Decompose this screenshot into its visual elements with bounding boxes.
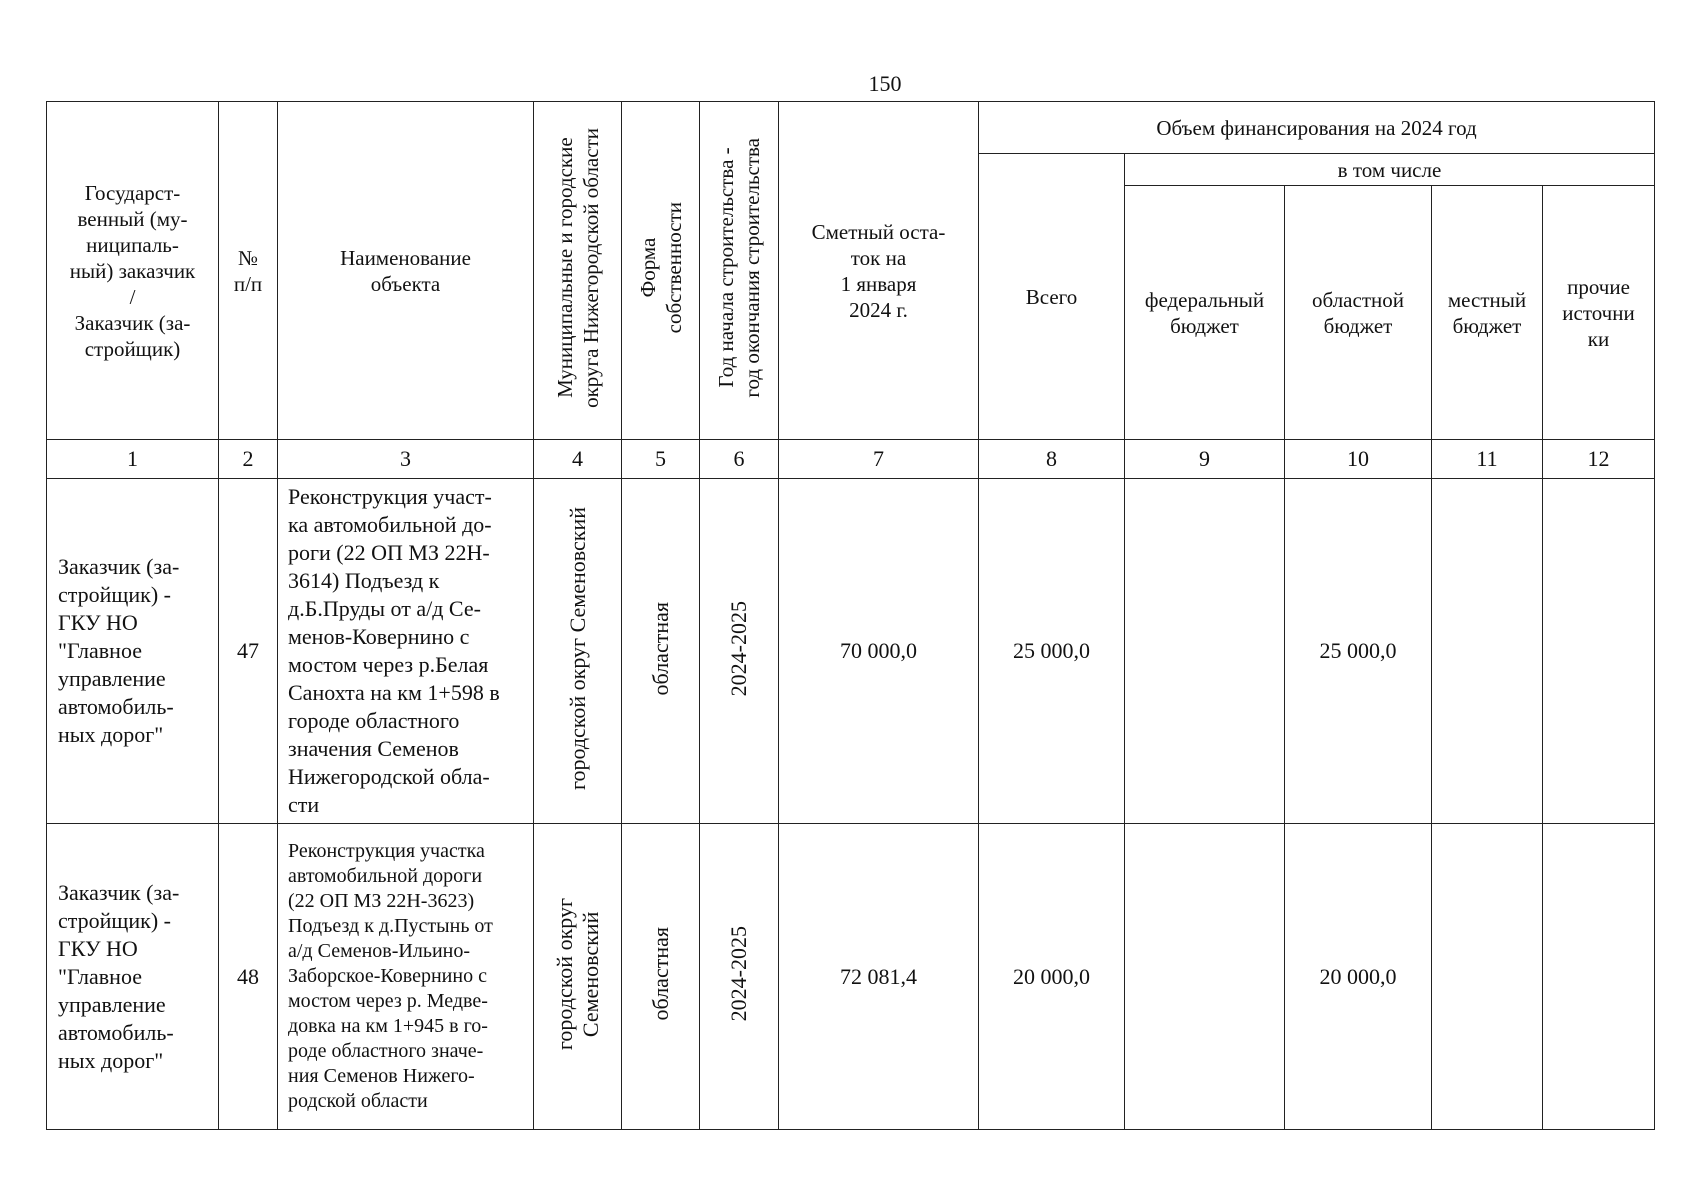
regional-cell: 20 000,0 (1285, 824, 1432, 1130)
header-years: Год начала строительства - год окончания строительства (700, 102, 779, 440)
customer-cell: Заказчик (за- стройщик) - ГКУ НО "Главное управление автомобиль- ных дорог" (47, 824, 219, 1130)
column-number: 9 (1125, 440, 1285, 479)
header-district: Муниципальные и городские округа Нижегородской области (534, 102, 622, 440)
federal-cell (1125, 479, 1285, 824)
column-number-row (47, 440, 1655, 479)
column-number: 7 (779, 440, 979, 479)
years-cell: 2024-2025 (700, 824, 779, 1130)
row-number: 47 (219, 479, 278, 824)
column-number: 1 (47, 440, 219, 479)
page-number: 150 (868, 71, 902, 96)
header-federal: федеральный бюджет (1125, 186, 1285, 440)
column-number: 6 (700, 440, 779, 479)
header-estimate: Сметный оста- ток на 1 января 2024 г. (779, 102, 979, 440)
header-regional: областной бюджет (1285, 186, 1432, 440)
ownership-cell: областная (622, 824, 700, 1130)
header-total: Всего (979, 154, 1125, 440)
years-cell: 2024-2025 (700, 479, 779, 824)
header-customer (47, 102, 219, 440)
financing-table (46, 101, 1655, 1130)
header-object-name: Наименование объекта (278, 102, 534, 440)
column-number: 11 (1432, 440, 1543, 479)
column-number: 2 (219, 440, 278, 479)
local-cell (1432, 824, 1543, 1130)
other-cell (1543, 824, 1655, 1130)
local-cell (1432, 479, 1543, 824)
customer-cell: Заказчик (за- стройщик) - ГКУ НО "Главное управление автомобиль- ных дорог" (47, 479, 219, 824)
column-number: 3 (278, 440, 534, 479)
header-customer-text: Государст- венный (му- ниципаль- ный) заказчик / Заказчик (за- стройщик) (69, 180, 196, 361)
federal-cell (1125, 824, 1285, 1130)
column-number: 8 (979, 440, 1125, 479)
regional-cell: 25 000,0 (1285, 479, 1432, 824)
row-number: 48 (219, 824, 278, 1130)
header-ownership: Форма собственности (622, 102, 700, 440)
district-cell: городской округ Семеновский (534, 824, 622, 1130)
header-local: местный бюджет (1432, 186, 1543, 440)
header-funding: Объем финансирования на 2024 год (979, 102, 1655, 154)
column-number: 10 (1285, 440, 1432, 479)
object-name-cell: Реконструкция участ- ка автомобильной до- роги (22 ОП МЗ 22Н- 3614) Подъезд к д.Б.Пруды от а/д Се- менов-Ковернино с мостом через р.Белая Санохта на км 1+598 в городе областного значения Семенов Нижегородской обла- сти (278, 479, 534, 824)
total-cell: 25 000,0 (979, 479, 1125, 824)
district-cell: городской округ Семеновский (534, 479, 622, 824)
header-other: прочие источни ки (1543, 186, 1655, 440)
ownership-cell: областная (622, 479, 700, 824)
header-including: в том числе (1125, 154, 1655, 186)
header-number: № п/п (219, 102, 278, 440)
total-cell: 20 000,0 (979, 824, 1125, 1130)
table-row (47, 479, 1655, 824)
object-name-cell: Реконструкция участка автомобильной дороги (22 ОП МЗ 22Н-3623) Подъезд к д.Пустынь от а/д Семенов-Ильино- Заборское-Ковернино с мостом через р. Медве- довка на км 1+945 в го- роде областного значе- ния Семенов Нижего- родской области (278, 824, 534, 1130)
other-cell (1543, 479, 1655, 824)
column-number: 12 (1543, 440, 1655, 479)
column-number: 4 (534, 440, 622, 479)
estimate-cell: 70 000,0 (779, 479, 979, 824)
estimate-cell: 72 081,4 (779, 824, 979, 1130)
table-row (47, 824, 1655, 1130)
column-number: 5 (622, 440, 700, 479)
